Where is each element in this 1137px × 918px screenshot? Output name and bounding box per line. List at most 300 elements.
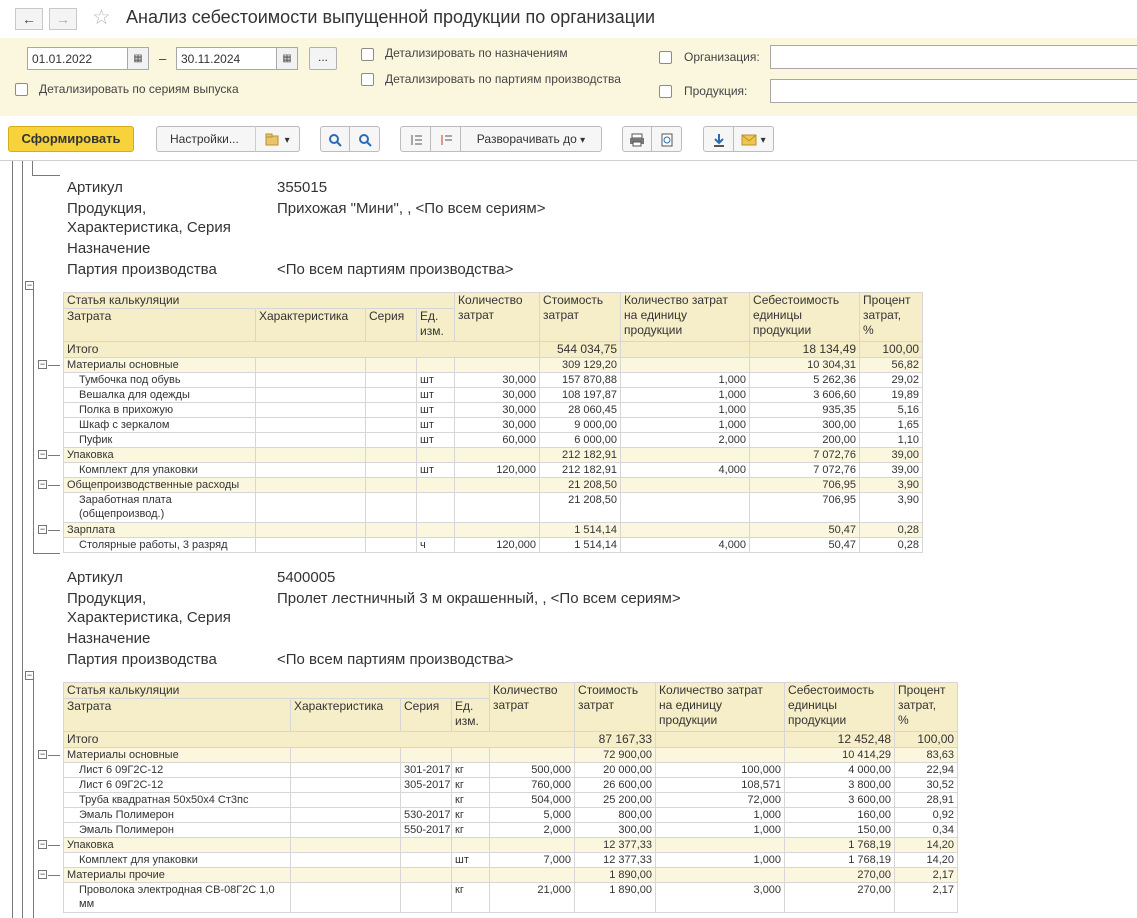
qpu-cell: 1,000 [621, 403, 750, 418]
cpu-cell: 270,00 [785, 868, 895, 883]
qty-cell [455, 523, 540, 538]
print-preview-button[interactable] [651, 126, 682, 152]
pct-cell: 0,92 [895, 808, 958, 823]
cpu-cell: 200,00 [750, 433, 860, 448]
find-button[interactable] [320, 126, 350, 152]
unit-cell: кг [452, 808, 490, 823]
header-line: продукции [788, 713, 847, 727]
qty-cell [455, 478, 540, 493]
cost-cell: 20 000,00 [575, 763, 656, 778]
total-cpu: 12 452,48 [785, 732, 895, 748]
cost-cell: 12 377,33 [575, 853, 656, 868]
cost-cell: 1 890,00 [575, 883, 656, 913]
cpu-cell: 5 262,36 [750, 373, 860, 388]
item-row [64, 433, 923, 448]
header-line: Ед. [420, 309, 439, 323]
pct-cell: 1,65 [860, 418, 923, 433]
cost-cell: 309 129,20 [540, 358, 621, 373]
header-line: Количество [458, 293, 523, 307]
group-collapse-toggle[interactable]: − [39, 479, 46, 489]
cpu-cell: 1 768,19 [785, 853, 895, 868]
qty-cell: 120,000 [455, 463, 540, 478]
unit-cell: ч [417, 538, 455, 553]
cost-name: Зарплата [64, 523, 256, 538]
collapse-groups-button[interactable] [400, 126, 431, 152]
unit-cell [417, 523, 455, 538]
pct-cell: 29,02 [860, 373, 923, 388]
unit-cell [452, 868, 490, 883]
header-cell [621, 293, 750, 342]
tree-line [22, 161, 23, 918]
pct-cell: 28,91 [895, 793, 958, 808]
detail-purpose-checkbox[interactable] [361, 48, 374, 61]
unit-cell [417, 358, 455, 373]
cost-name: Комплект для упаковки [64, 853, 291, 868]
qpu-cell: 4,000 [621, 538, 750, 553]
report-document[interactable] [0, 160, 1137, 918]
article-label: Артикул [67, 569, 123, 586]
tree-line [33, 678, 34, 918]
tree-line [48, 485, 60, 486]
back-arrow-icon: ← [22, 11, 36, 27]
article-label: Артикул [67, 179, 123, 196]
unit-cell [452, 838, 490, 853]
tree-line [48, 455, 60, 456]
unit-cell: шт [417, 463, 455, 478]
print-preview-icon [660, 133, 674, 147]
char-cell [256, 433, 366, 448]
total-cost: 544 034,75 [540, 342, 621, 358]
cost-cell: 1 890,00 [575, 868, 656, 883]
unit-cell [417, 448, 455, 463]
parameters-panel [0, 38, 1137, 116]
unit-cell [452, 748, 490, 763]
char-cell [256, 523, 366, 538]
series-cell [401, 748, 452, 763]
unit-cell [417, 493, 455, 523]
cost-cell: 1 514,14 [540, 538, 621, 553]
group-row [64, 478, 923, 493]
header-cell: Статья калькуляции [64, 293, 455, 309]
series-cell: 530-2017 [401, 808, 452, 823]
batch-label: Партия производства [67, 651, 217, 668]
header-line: Количество затрат [659, 683, 763, 697]
qpu-cell: 1,000 [656, 853, 785, 868]
cost-name: Шкаф с зеркалом [64, 418, 256, 433]
cost-cell: 25 200,00 [575, 793, 656, 808]
pct-cell: 56,82 [860, 358, 923, 373]
find-next-icon [358, 133, 372, 147]
qty-cell: 500,000 [490, 763, 575, 778]
qty-cell: 21,000 [490, 883, 575, 913]
article-value: 5400005 [277, 569, 336, 586]
group-row [64, 358, 923, 373]
cost-name-line: мм [79, 898, 95, 910]
header-cell [452, 699, 490, 732]
cpu-cell: 1 768,19 [785, 838, 895, 853]
cost-name: Материалы основные [64, 358, 256, 373]
header-line: единицы [788, 698, 837, 712]
cost-name: Лист 6 09Г2С-12 [64, 778, 291, 793]
header-cell [750, 293, 860, 342]
item-row [64, 853, 958, 868]
header-line: Стоимость [578, 683, 639, 697]
variant-menu-button[interactable] [255, 126, 300, 152]
cpu-cell: 160,00 [785, 808, 895, 823]
cost-name: Комплект для упаковки [64, 463, 256, 478]
cost-cell: 1 514,14 [540, 523, 621, 538]
detail-series-checkbox[interactable] [15, 83, 28, 96]
cost-name: Тумбочка под обувь [64, 373, 256, 388]
qpu-cell [621, 448, 750, 463]
purpose-label: Назначение [67, 630, 151, 647]
group-row [64, 523, 923, 538]
cost-name: Лист 6 09Г2С-12 [64, 763, 291, 778]
qty-cell [490, 838, 575, 853]
header-line: затрат, [898, 698, 937, 712]
qpu-cell: 72,000 [656, 793, 785, 808]
header-cell [895, 683, 958, 732]
series-cell [401, 838, 452, 853]
group-collapse-toggle[interactable]: − [39, 869, 46, 879]
pct-cell: 30,52 [895, 778, 958, 793]
product-checkbox[interactable] [659, 85, 672, 98]
series-cell: 305-2017 [401, 778, 452, 793]
unit-cell: кг [452, 823, 490, 838]
group-collapse-toggle[interactable]: − [39, 449, 46, 459]
series-cell [401, 853, 452, 868]
cpu-cell: 150,00 [785, 823, 895, 838]
purpose-label: Назначение [67, 240, 151, 257]
char-cell [256, 403, 366, 418]
title-bar [0, 0, 1137, 38]
send-email-button[interactable] [733, 126, 774, 152]
qty-cell: 30,000 [455, 418, 540, 433]
pct-cell: 0,28 [860, 538, 923, 553]
qpu-cell: 1,000 [656, 808, 785, 823]
series-cell [366, 448, 417, 463]
header-line: Процент [898, 683, 946, 697]
qpu-cell: 4,000 [621, 463, 750, 478]
qpu-cell: 1,000 [656, 823, 785, 838]
cell [621, 342, 750, 358]
forward-button[interactable] [49, 8, 77, 30]
qpu-cell: 3,000 [656, 883, 785, 913]
header-row [64, 293, 923, 309]
cost-table-2 [63, 682, 958, 913]
pct-cell: 22,94 [895, 763, 958, 778]
cost-cell: 21 208,50 [540, 493, 621, 523]
cost-name: Общепроизводственные расходы [64, 478, 256, 493]
series-cell [366, 403, 417, 418]
item-row [64, 808, 958, 823]
cell [656, 732, 785, 748]
tree-line [48, 365, 60, 366]
product-value: Пролет лестничный 3 м окрашенный, , <По всем сериям> [277, 590, 681, 607]
header-line: затрат [543, 308, 580, 322]
header-cell [540, 293, 621, 342]
tree-line [33, 553, 60, 554]
item-row [64, 778, 958, 793]
cost-name: Полка в прихожую [64, 403, 256, 418]
unit-cell: кг [452, 763, 490, 778]
organization-field[interactable] [770, 45, 1137, 69]
qpu-cell: 100,000 [656, 763, 785, 778]
tree-line [33, 288, 34, 553]
char-cell [291, 838, 401, 853]
printer-icon [629, 133, 645, 147]
qpu-cell [621, 523, 750, 538]
product-field[interactable] [770, 79, 1137, 103]
header-line: % [863, 323, 874, 337]
total-row [64, 732, 958, 748]
qty-cell [490, 868, 575, 883]
organization-checkbox[interactable] [659, 51, 672, 64]
header-line: на единицу [624, 308, 687, 322]
expand-to-label: Разворачивать до [476, 132, 577, 146]
series-cell [366, 388, 417, 403]
header-cell [490, 683, 575, 732]
expand-groups-button[interactable] [430, 126, 461, 152]
product-label: Продукция, [67, 590, 147, 607]
char-cell [256, 478, 366, 493]
generate-button[interactable]: Сформировать [8, 126, 134, 152]
series-cell: 301-2017 [401, 763, 452, 778]
header-line: продукции [659, 713, 718, 727]
char-cell [256, 538, 366, 553]
cost-name [64, 493, 256, 523]
date-from-input[interactable]: 01.01.2022 [27, 47, 129, 70]
back-button[interactable] [15, 8, 43, 30]
item-row [64, 463, 923, 478]
cost-cell: 72 900,00 [575, 748, 656, 763]
pct-cell: 19,89 [860, 388, 923, 403]
collapse-toggle[interactable]: − [26, 280, 33, 290]
char-cell [291, 823, 401, 838]
total-pct: 100,00 [895, 732, 958, 748]
char-cell [291, 883, 401, 913]
detail-batches-checkbox[interactable] [361, 73, 374, 86]
qty-cell [490, 748, 575, 763]
print-button[interactable] [622, 126, 652, 152]
page-title: Анализ себестоимости выпущенной продукции по организации [126, 7, 656, 27]
qty-cell: 60,000 [455, 433, 540, 448]
header-line: изм. [420, 324, 444, 338]
qpu-cell: 1,000 [621, 373, 750, 388]
char-cell [256, 418, 366, 433]
group-collapse-toggle[interactable]: − [39, 839, 46, 849]
cpu-cell: 270,00 [785, 883, 895, 913]
product-value: Прихожая "Мини", , <По всем сериям> [277, 200, 546, 217]
header-line: затрат [458, 308, 495, 322]
cost-name: Материалы основные [64, 748, 291, 763]
series-cell [366, 433, 417, 448]
batch-label: Партия производства [67, 261, 217, 278]
char-cell [256, 493, 366, 523]
header-line: Процент [863, 293, 911, 307]
item-row [64, 403, 923, 418]
unit-cell: кг [452, 778, 490, 793]
dropdown-arrow-icon: ▾ [580, 135, 586, 146]
unit-cell: шт [417, 388, 455, 403]
header-line: затрат, [863, 308, 902, 322]
detail-purpose-label: Детализировать по назначениям [385, 46, 568, 60]
group-row [64, 838, 958, 853]
tree-line [48, 845, 60, 846]
header-line: единицы [753, 308, 802, 322]
char-cell [291, 853, 401, 868]
pct-cell: 1,10 [860, 433, 923, 448]
cost-name: Труба квадратная 50х50х4 Ст3пс [64, 793, 291, 808]
batch-value: <По всем партиям производства> [277, 261, 514, 278]
header-line: изм. [455, 714, 479, 728]
calendar-icon: ▦ [282, 53, 292, 64]
group-collapse-toggle[interactable]: − [39, 749, 46, 759]
cost-name: Столярные работы, 3 разряд [64, 538, 256, 553]
pct-cell: 0,34 [895, 823, 958, 838]
qpu-cell [656, 838, 785, 853]
pct-cell: 14,20 [895, 853, 958, 868]
total-cost: 87 167,33 [575, 732, 656, 748]
cost-cell: 212 182,91 [540, 463, 621, 478]
cost-cell: 212 182,91 [540, 448, 621, 463]
date-to-input[interactable]: 30.11.2024 [176, 47, 278, 70]
series-cell [366, 418, 417, 433]
series-cell [366, 358, 417, 373]
qty-cell: 5,000 [490, 808, 575, 823]
header-cell: Серия [366, 309, 417, 342]
total-label: Итого [64, 342, 540, 358]
header-cell: Характеристика [291, 699, 401, 732]
header-line: % [898, 713, 909, 727]
tree-line [32, 175, 60, 176]
item-row [64, 373, 923, 388]
group-collapse-toggle[interactable]: − [39, 359, 46, 369]
period-select-button[interactable]: ... [309, 47, 337, 70]
cost-name-line: Проволока электродная СВ-08Г2С 1,0 [79, 884, 275, 896]
series-cell [401, 883, 452, 913]
cost-cell: 6 000,00 [540, 433, 621, 448]
find-next-button[interactable] [349, 126, 380, 152]
total-pct: 100,00 [860, 342, 923, 358]
header-line: Стоимость [543, 293, 604, 307]
char-cell [291, 763, 401, 778]
save-button[interactable] [703, 126, 734, 152]
folder-icon [265, 133, 281, 147]
qpu-cell: 108,571 [656, 778, 785, 793]
series-cell [401, 793, 452, 808]
group-collapse-toggle[interactable]: − [39, 524, 46, 534]
qpu-cell [621, 478, 750, 493]
expand-to-button[interactable] [460, 126, 602, 152]
cost-name: Эмаль Полимерон [64, 823, 291, 838]
header-line: Количество [493, 683, 558, 697]
group-row [64, 748, 958, 763]
detail-series-label: Детализировать по сериям выпуска [39, 82, 239, 96]
item-row [64, 493, 923, 523]
qty-cell [455, 358, 540, 373]
cpu-cell: 50,47 [750, 538, 860, 553]
qpu-cell [656, 868, 785, 883]
char-cell [256, 373, 366, 388]
unit-cell: шт [417, 418, 455, 433]
qty-cell: 30,000 [455, 388, 540, 403]
pct-cell: 83,63 [895, 748, 958, 763]
item-row [64, 388, 923, 403]
unit-cell: шт [417, 373, 455, 388]
header-cell: Затрата [64, 699, 291, 732]
cpu-cell: 3 606,60 [750, 388, 860, 403]
total-cpu: 18 134,49 [750, 342, 860, 358]
product-label-2: Характеристика, Серия [67, 609, 231, 626]
cost-cell: 9 000,00 [540, 418, 621, 433]
qty-cell: 760,000 [490, 778, 575, 793]
cpu-cell: 7 072,76 [750, 463, 860, 478]
header-cell [455, 293, 540, 342]
cost-cell: 28 060,45 [540, 403, 621, 418]
unit-cell: шт [417, 403, 455, 418]
header-line: затрат [578, 698, 615, 712]
qpu-cell [621, 358, 750, 373]
cpu-cell: 300,00 [750, 418, 860, 433]
header-line: Себестоимость [788, 683, 875, 697]
cpu-cell: 7 072,76 [750, 448, 860, 463]
favorite-star-icon[interactable]: ☆ [92, 6, 111, 29]
qpu-cell [656, 748, 785, 763]
search-icon [328, 133, 342, 147]
group-row [64, 448, 923, 463]
product-label-2: Характеристика, Серия [67, 219, 231, 236]
char-cell [256, 463, 366, 478]
total-label: Итого [64, 732, 575, 748]
organization-label: Организация: [684, 50, 760, 64]
series-cell [366, 373, 417, 388]
qpu-cell: 1,000 [621, 388, 750, 403]
tree-line [48, 875, 60, 876]
cost-cell: 300,00 [575, 823, 656, 838]
char-cell [256, 358, 366, 373]
char-cell [291, 793, 401, 808]
header-line: затрат [493, 698, 530, 712]
cpu-cell: 10 304,31 [750, 358, 860, 373]
calendar-from-button[interactable] [127, 47, 149, 70]
product-label: Продукция, [67, 200, 147, 217]
pct-cell: 0,28 [860, 523, 923, 538]
header-cell [417, 309, 455, 342]
calendar-to-button[interactable] [276, 47, 298, 70]
header-cell: Характеристика [256, 309, 366, 342]
header-line: Количество затрат [624, 293, 728, 307]
unit-cell: кг [452, 793, 490, 808]
series-cell [366, 538, 417, 553]
group-row [64, 868, 958, 883]
header-cell: Серия [401, 699, 452, 732]
batch-value: <По всем партиям производства> [277, 651, 514, 668]
header-line: продукции [753, 323, 812, 337]
qty-cell: 7,000 [490, 853, 575, 868]
char-cell [291, 778, 401, 793]
series-cell [401, 868, 452, 883]
char-cell [291, 868, 401, 883]
qty-cell: 120,000 [455, 538, 540, 553]
collapse-toggle[interactable]: − [26, 670, 33, 680]
cpu-cell: 4 000,00 [785, 763, 895, 778]
header-line: на единицу [659, 698, 722, 712]
pct-cell: 14,20 [895, 838, 958, 853]
forward-arrow-icon: → [56, 11, 70, 27]
cost-name: Материалы прочие [64, 868, 291, 883]
settings-label: Настройки... [170, 132, 239, 146]
